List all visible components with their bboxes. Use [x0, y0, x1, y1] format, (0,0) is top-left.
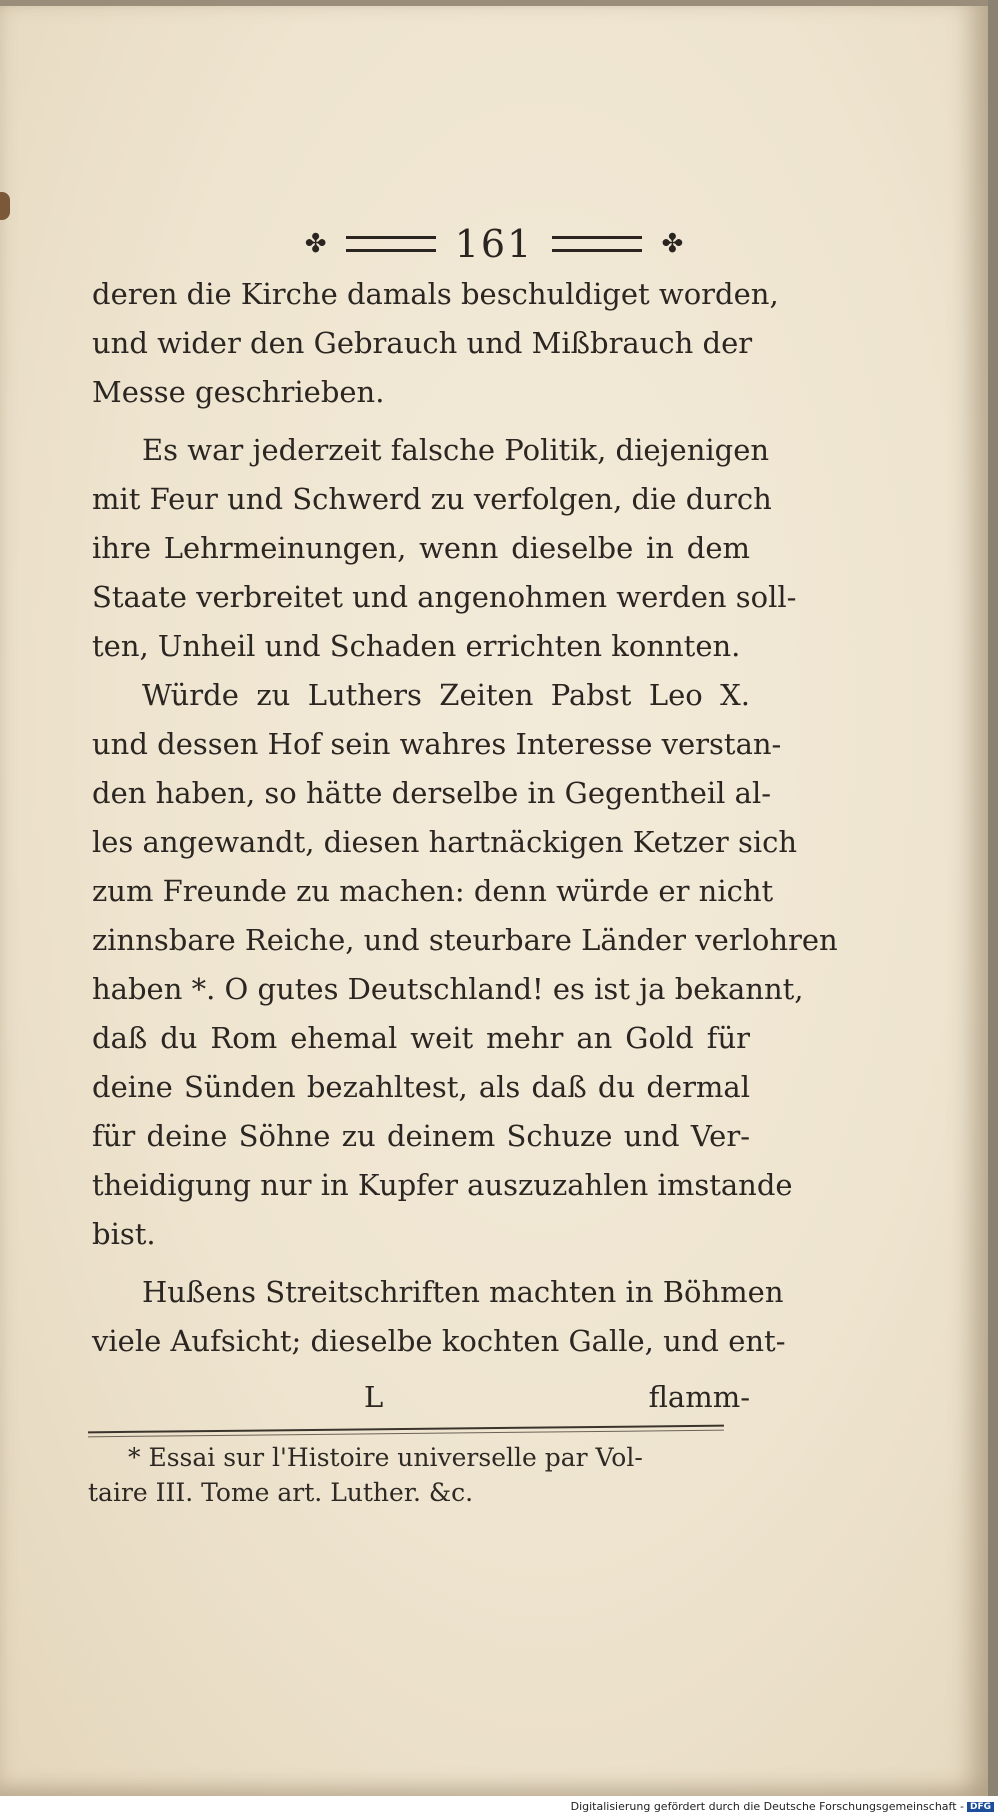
page-top-edge — [0, 0, 988, 6]
text-line: ihre Lehrmeinungen, wenn dieselbe in dem — [92, 531, 750, 565]
text-line: Messe geschrieben. — [92, 375, 385, 409]
credit-text: Digitalisierung gefördert durch die Deutsche Forschungsgemeinschaft - — [570, 1800, 964, 1813]
text-line: theidigung nur in Kupfer auszuzahlen imstande — [92, 1168, 793, 1202]
ornament-right-icon: ✤ — [661, 229, 684, 259]
text-line: und wider den Gebrauch und Mißbrauch der — [92, 326, 753, 360]
text-line: les angewandt, diesen hartnäckigen Ketzer sich — [92, 825, 798, 859]
body-text — [92, 270, 838, 1366]
text-line: deine Sünden bezahltest, als daß du dermal — [92, 1070, 750, 1104]
text-line: mit Feur und Schwerd zu verfolgen, die durch — [92, 482, 772, 516]
text-line: bist. — [92, 1217, 156, 1251]
page-tab-mark — [0, 192, 10, 220]
text-line: den haben, so hätte derselbe in Gegentheil al- — [92, 776, 772, 810]
ornament-left-icon: ✤ — [304, 229, 327, 259]
catchword: flamm- — [648, 1380, 750, 1414]
signature-mark: L — [364, 1380, 384, 1414]
text-line: deren die Kirche damals beschuldiget worden, — [92, 277, 779, 311]
text-line: zinnsbare Reiche, und steurbare Länder verlohren — [92, 923, 838, 957]
footnote — [88, 1440, 738, 1510]
text-line: viele Aufsicht; dieselbe kochten Galle, und ent- — [92, 1324, 786, 1358]
text-line: daß du Rom ehemal weit mehr an Gold für — [92, 1021, 750, 1055]
ornament-rule-right — [552, 236, 642, 252]
text-line: Hußens Streitschriften machten in Böhmen — [142, 1275, 784, 1309]
text-line: ten, Unheil und Schaden errichten konnten. — [92, 629, 741, 663]
text-line: für deine Söhne zu deinem Schuze und Ver- — [92, 1119, 750, 1153]
page-number: 161 — [454, 222, 534, 266]
page-header — [0, 222, 988, 266]
ornament-rule-left — [346, 236, 436, 252]
dfg-logo: DFG — [967, 1802, 994, 1812]
footnote-line: * Essai sur l'Histoire universelle par Vol- — [128, 1443, 643, 1472]
text-line: Staate verbreitet und angenohmen werden soll- — [92, 580, 797, 614]
text-line: zum Freunde zu machen: denn würde er nicht — [92, 874, 774, 908]
footnote-line: taire III. Tome art. Luther. &c. — [88, 1478, 474, 1507]
digitization-credit — [571, 1800, 994, 1813]
text-line: Würde zu Luthers Zeiten Pabst Leo X. — [142, 678, 750, 712]
text-line: Es war jederzeit falsche Politik, diejenigen — [142, 433, 770, 467]
text-line: haben *. O gutes Deutschland! es ist ja bekannt, — [92, 972, 804, 1006]
text-line: und dessen Hof sein wahres Interesse verstan- — [92, 727, 782, 761]
